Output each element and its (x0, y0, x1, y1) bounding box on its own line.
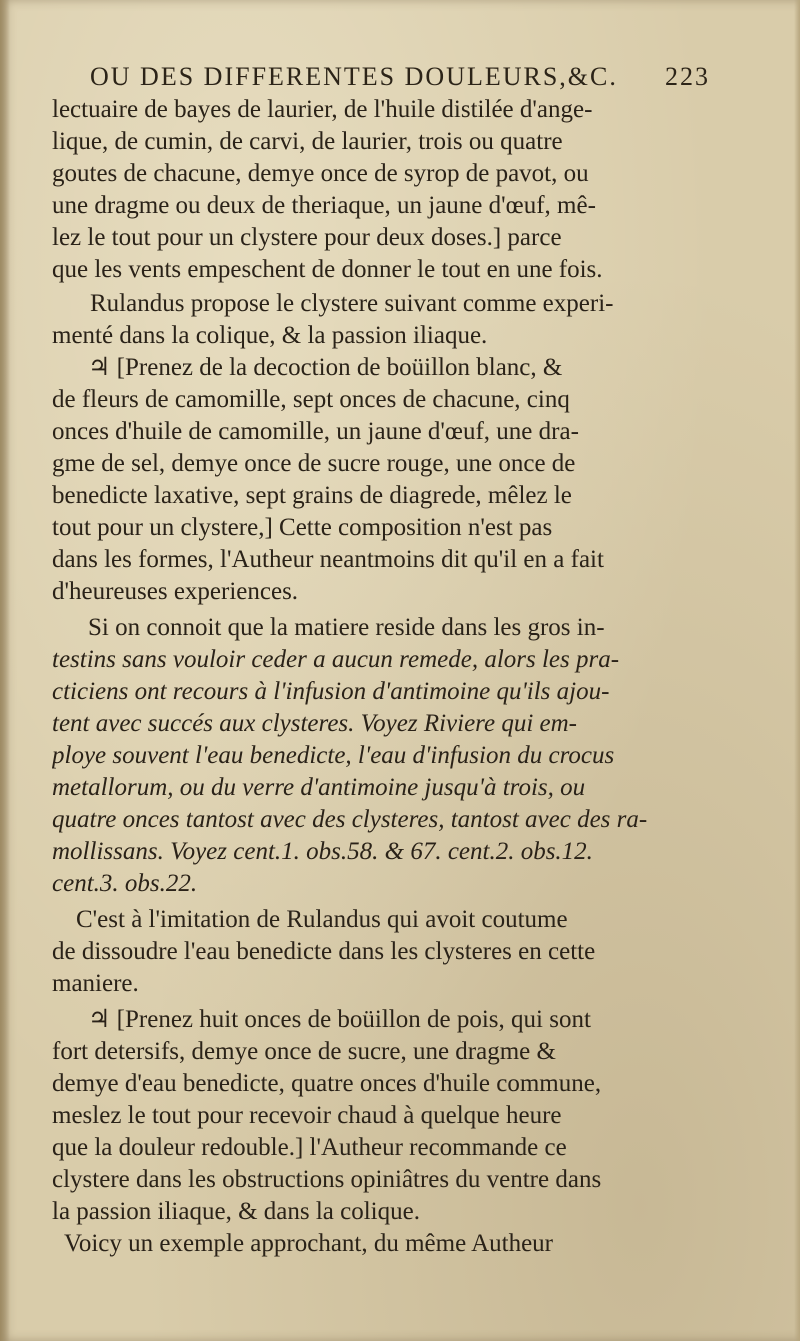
text-line: lectuaire de bayes de laurier, de l'huile distilée d'ange- (52, 96, 593, 123)
text-line: meslez le tout pour recevoir chaud à quelque heure (52, 1102, 562, 1129)
text-line: ploye souvent l'eau benedicte, l'eau d'infusion du crocus (52, 742, 615, 769)
text-line: dans les formes, l'Autheur neantmoins dit qu'il en a fait (52, 546, 604, 573)
text-line: tent avec succés aux clysteres. Voyez Riviere qui em- (52, 710, 577, 737)
text-line: cticiens ont recours à l'infusion d'antimoine qu'ils ajou- (52, 678, 610, 705)
text-line: que la douleur redouble.] l'Autheur recommande ce (52, 1134, 567, 1161)
text-line: maniere. (52, 970, 139, 997)
text-line: de dissoudre l'eau benedicte dans les clysteres en cette (52, 938, 596, 965)
text-line: C'est à l'imitation de Rulandus qui avoit coutume (76, 906, 568, 933)
text-line: mollissans. Voyez cent.1. obs.58. & 67. cent.2. obs.12. (52, 838, 593, 865)
text-line: quatre onces tantost avec des clysteres, tantost avec des ra- (52, 806, 648, 833)
text-line: tout pour un clystere,] Cette composition n'est pas (52, 514, 553, 541)
text-line: que les vents empeschent de donner le tout en une fois. (52, 256, 603, 283)
page-header (90, 62, 710, 98)
running-head: OU DES DIFFERENTES DOULEURS,&C. (90, 62, 618, 91)
text-line: Rulandus propose le clystere suivant comme experi- (90, 290, 614, 317)
text-line: ♃ [Prenez de la decoction de boüillon blanc, & (88, 354, 563, 381)
text-line: fort detersifs, demye once de sucre, une dragme & (52, 1038, 556, 1065)
page-edge (794, 0, 800, 1341)
text-line: clystere dans les obstructions opiniâtres du ventre dans (52, 1166, 602, 1193)
text-line: d'heureuses experiences. (52, 578, 299, 605)
text-line: metallorum, ou du verre d'antimoine jusqu'à trois, ou (52, 774, 586, 801)
text-line: menté dans la colique, & la passion iliaque. (52, 322, 488, 349)
text-line: goutes de chacune, demye once de syrop de pavot, ou (52, 160, 589, 187)
text-line: lez le tout pour un clystere pour deux doses.] parce (52, 224, 562, 251)
page-number: 223 (665, 62, 710, 91)
text-line: une dragme ou deux de theriaque, un jaune d'œuf, mê- (52, 192, 596, 219)
text-line: Voicy un exemple approchant, du même Autheur (64, 1230, 553, 1257)
text-line: ♃ [Prenez huit onces de boüillon de pois, qui sont (88, 1006, 591, 1033)
text-line: onces d'huile de camomille, un jaune d'œuf, une dra- (52, 418, 579, 445)
text-line: lique, de cumin, de carvi, de laurier, trois ou quatre (52, 128, 563, 155)
text-line: demye d'eau benedicte, quatre onces d'huile commune, (52, 1070, 602, 1097)
text-line: la passion iliaque, & dans la colique. (52, 1198, 420, 1225)
text-line: benedicte laxative, sept grains de diagrede, mêlez le (52, 482, 572, 509)
text-line: gme de sel, demye once de sucre rouge, une once de (52, 450, 576, 477)
text-line: cent.3. obs.22. (52, 870, 198, 897)
text-line: testins sans vouloir ceder a aucun remede, alors les pra- (52, 646, 620, 673)
binding-shadow (0, 0, 10, 1341)
text-line: Si on connoit que la matiere reside dans les gros in- (88, 614, 605, 641)
text-line: de fleurs de camomille, sept onces de chacune, cinq (52, 386, 570, 413)
